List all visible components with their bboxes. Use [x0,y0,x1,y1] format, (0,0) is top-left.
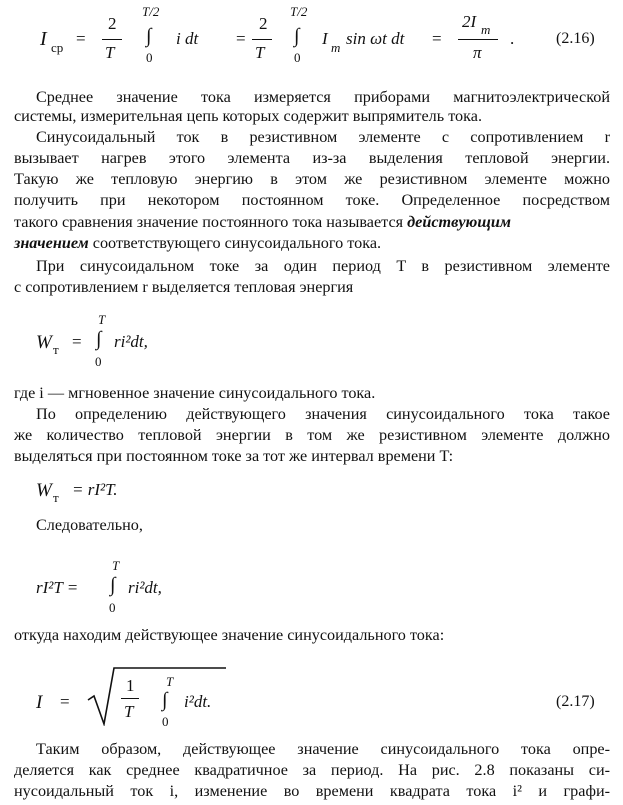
eq-lhs: I [36,692,43,713]
paragraph-line: вызывает нагрев этого элемента из-за выделения тепловой энергии. [14,149,610,167]
equation-equality [0,548,623,618]
equals-sign: = [60,692,70,711]
integrand: i²dt. [184,692,212,711]
paragraph-line: Такую же тепловую энергию в этом же резистивном элементе можно [14,170,610,188]
eq-lhs: rI²T = [36,578,79,597]
paragraph-line: с сопротивлением r выделяется тепловая энергия [14,278,354,296]
fraction-denominator: π [473,43,482,62]
paragraph-line [14,234,610,253]
integrand: ri²dt, [128,578,162,597]
integrand: i dt [176,29,199,48]
paragraph-line: получить при некотором постоянном токе. Определенное посредством [14,191,610,209]
paragraph-line: же количество тепловой энергии в том же резистивном элементе должно [14,426,610,444]
integral-upper-limit: T [98,312,106,327]
equation-2-17 [0,658,623,730]
equation-2-16 [0,0,623,80]
paragraph-line: Синусоидальный ток в резистивном элементе с сопротивлением r [36,128,610,146]
integral-sign: ∫ [146,25,152,47]
paragraph-text: соответствующего синусоидального тока. [92,234,382,252]
fraction-numerator: 2I [462,12,477,31]
fraction-denominator: T [124,702,134,721]
amplitude-subscript: m [331,40,341,55]
fraction-denominator: T [255,43,265,62]
fraction-bar [121,698,139,699]
integral-sign: ∫ [96,328,102,350]
paragraph-line: нусоидальный ток i, изменение во времени квадрата тока i² и графи- [14,782,610,800]
integral-upper-limit: T [166,674,174,689]
numerator-subscript: m [481,22,491,37]
emphasized-term: значением [14,234,89,252]
equation-number: (2.17) [556,693,595,710]
integrand: ri²dt, [114,332,148,351]
fraction-bar [102,39,122,40]
integral-upper-limit: T [112,558,120,573]
paragraph-line: где i — мгновенное значение синусоидального тока. [14,384,376,402]
paragraph-line: Следовательно, [36,516,143,534]
integrand: sin ωt dt [346,29,405,48]
eq-rhs: = rI²T. [72,480,118,499]
eq-lhs-subscript: ср [51,40,64,55]
equals-sign: = [76,29,86,48]
eq-lhs: W [36,480,52,501]
fraction-bar [458,39,498,40]
equals-sign: = [432,29,442,48]
equation-dc-energy [0,472,623,506]
integral-lower-limit: 0 [162,714,169,729]
paragraph-line: выделяться при постоянном токе за тот же интервал времени T: [14,447,454,465]
paragraph-line: При синусоидальном токе за один период T в резистивном элементе [36,257,610,275]
paragraph-line: системы, измерительная цепь которых содержит выпрямитель тока. [14,107,482,125]
paragraph-line: откуда находим действующее значение синусоидального тока: [14,626,445,644]
eq-lhs-subscript: т [53,342,59,357]
emphasized-term: действующим [407,213,511,231]
period: . [510,29,515,48]
paragraph-line: Среднее значение тока измеряется приборами магнитоэлектрической [36,88,610,106]
integral-sign: ∫ [110,574,116,596]
paragraph-line: По определению действующего значения синусоидального тока такое [36,405,610,423]
integral-lower-limit: 0 [109,600,116,615]
eq-lhs-subscript: т [53,490,59,505]
paragraph-text: такого сравнения значение постоянного тока называется [14,213,404,231]
integral-lower-limit: 0 [294,50,301,65]
equals-sign: = [72,332,82,351]
integral-sign: ∫ [162,689,168,711]
fraction-numerator: 2 [259,14,268,33]
equals-sign: = [236,29,246,48]
integral-lower-limit: 0 [95,354,102,369]
paragraph-line [14,213,610,232]
fraction-bar [252,39,272,40]
equation-number: (2.16) [556,30,595,47]
eq-lhs: I [40,28,47,50]
fraction-numerator: 1 [126,676,135,695]
integral-lower-limit: 0 [146,50,153,65]
integrand-amplitude: I [322,29,328,48]
fraction-denominator: T [105,43,115,62]
paragraph-line: деляется как среднее квадратичное за период. На рис. 2.8 показаны си- [14,761,610,779]
equation-heat-energy [0,300,623,370]
integral-upper-limit: T/2 [290,4,308,19]
eq-lhs: W [36,332,52,353]
fraction-numerator: 2 [108,14,117,33]
paragraph-line: Таким образом, действующее значение синусоидального тока опре- [36,740,610,758]
integral-upper-limit: T/2 [142,4,160,19]
integral-sign: ∫ [294,25,300,47]
